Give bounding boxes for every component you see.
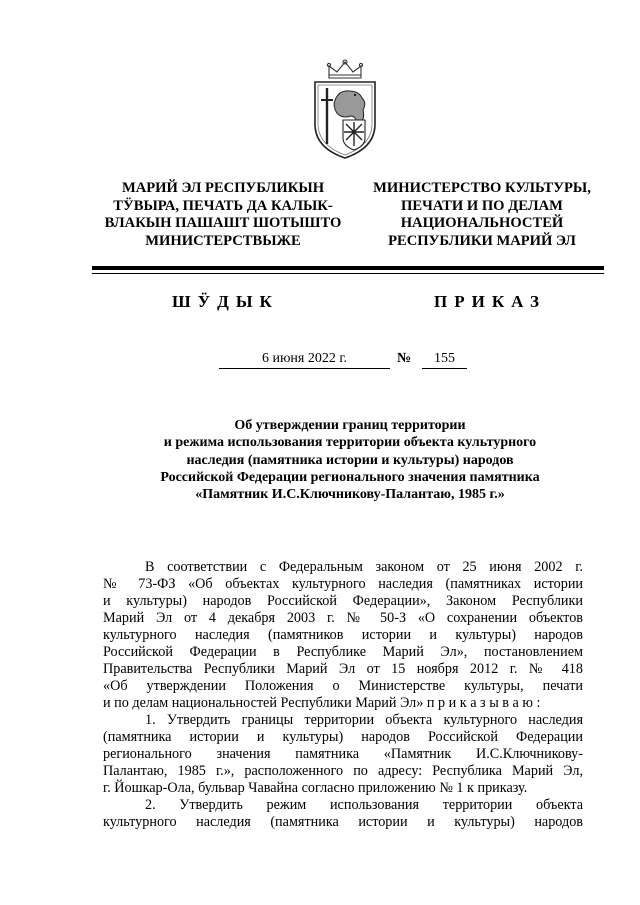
header-right-line: РЕСПУБЛИКИ МАРИЙ ЭЛ (388, 232, 576, 249)
header-left-line: МИНИСТЕРСТВЫЖЕ (145, 232, 301, 249)
header-right-line: НАЦИОНАЛЬНОСТЕЙ (400, 215, 564, 232)
body-line: Марий Эл от 4 декабря 2003 г. № 50-З «О сохранении объектов (103, 610, 583, 626)
order-title (100, 417, 600, 503)
header-divider-thick (92, 266, 604, 270)
body-line: Правительства Республики Марий Эл от 15 ноября 2012 г. № 418 (103, 661, 583, 677)
body-line: и культуры) народов Российской Федерации», Законом Республики (103, 593, 583, 609)
body-line: г. Йошкар-Ола, бульвар Чавайна согласно приложению № 1 к приказу. (103, 780, 528, 796)
order-word-russian: ПРИКАЗ (434, 292, 546, 311)
number-sign: № (397, 351, 412, 366)
order-body (103, 559, 583, 831)
title-line: Об утверждении границ территории (234, 418, 466, 433)
body-line: регионального значения памятника «Памятник И.С.Ключникову- (103, 746, 583, 762)
header-left-line: ТӰВЫРА, ПЕЧАТЬ ДА КАЛЫК- (113, 197, 333, 214)
order-word-mari: ШӰДЫК (172, 292, 279, 311)
ministry-name-mari (98, 180, 348, 250)
body-line: культурного наследия (памятника истории и культуры) народов (103, 814, 583, 830)
body-line: «Об утверждении Положения о Министерстве культуры, печати (103, 678, 583, 694)
body-line: Российской Федерации в Республике Марий Эл», постановлением (103, 644, 583, 660)
body-line: 2. Утвердить режим использования территории объекта (145, 797, 583, 813)
title-line: Российской Федерации регионального значения памятника (160, 469, 540, 485)
body-line: и по делам национальностей Республики Марий Эл» п р и к а з ы в а ю : (103, 695, 541, 711)
body-line: (памятника истории и культуры) народов Российской Федерации (103, 729, 583, 745)
ministry-name-russian (366, 180, 598, 250)
header-left-line: ВЛАКЫН ПАШАШТ ШОТЫШТО (104, 215, 342, 232)
header-right-line: МИНИСТЕРСТВО КУЛЬТУРЫ, (373, 180, 591, 196)
title-line: «Памятник И.С.Ключникову-Палантаю, 1985 г.» (195, 487, 505, 503)
order-date: 6 июня 2022 г. (219, 350, 390, 369)
header-right-line: ПЕЧАТИ И ПО ДЕЛАМ (401, 197, 563, 214)
body-line: 1. Утвердить границы территории объекта культурного наследия (145, 712, 583, 728)
title-line: и режима использования территории объекта культурного (163, 435, 537, 451)
order-number: 155 (422, 350, 467, 369)
header-left-line: МАРИЙ ЭЛ РЕСПУБЛИКЫН (121, 180, 325, 196)
body-line: № 73-ФЗ «Об объектах культурного наследия (памятниках истории (103, 576, 583, 592)
coat-of-arms-icon (307, 58, 383, 160)
title-line: наследия (памятника истории и культуры) народов (186, 452, 514, 468)
body-line: культурного наследия (памятников истории и культуры) народов (103, 627, 583, 643)
body-line: В соответствии с Федеральным законом от 25 июня 2002 г. (145, 559, 583, 575)
body-line: Палантаю, 1985 г.», расположенного по адресу: Республика Марий Эл, (103, 763, 583, 779)
header-divider-thin (92, 273, 604, 274)
